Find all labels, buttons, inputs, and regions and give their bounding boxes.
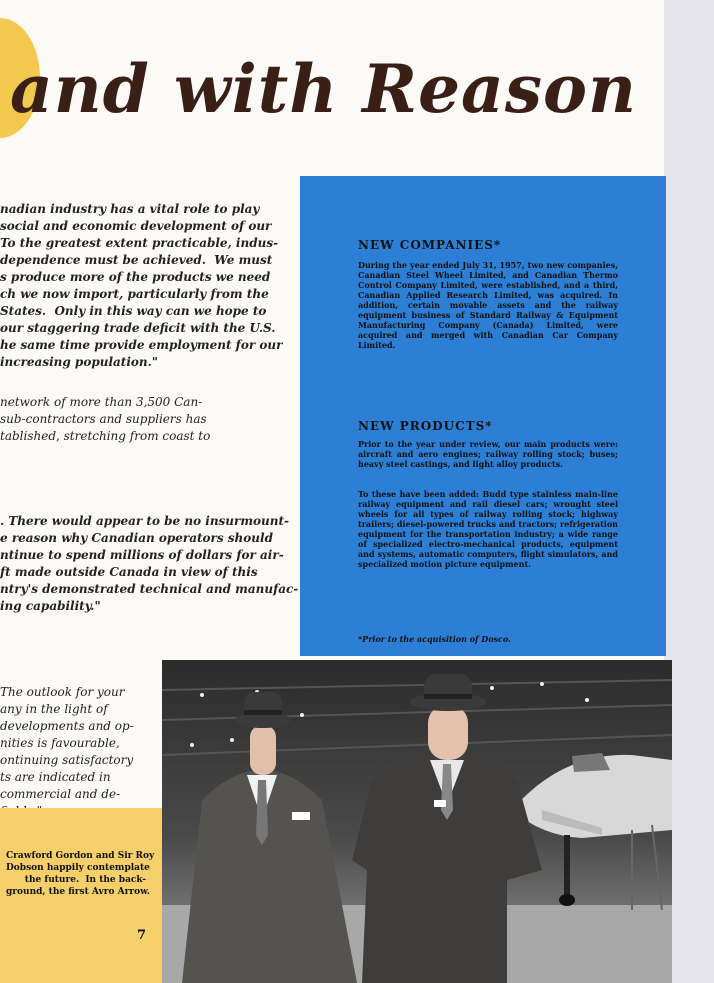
caption-block	[0, 808, 164, 983]
hangar-photo	[162, 660, 672, 983]
quote-line: ts are indicated in	[0, 770, 111, 784]
quote-line: ntinue to spend millions of dollars for air-	[0, 548, 284, 562]
quote-line: To the greatest extent practicable, indus-	[0, 236, 279, 250]
quote-aircraft-capability	[0, 513, 298, 615]
photo-caption: Crawford Gordon and Sir Roy Dobson happily contemplate the future. In the back- ground, the first Avro Arrow.	[6, 851, 155, 897]
quote-line: increasing population."	[0, 355, 159, 369]
quote-line: developments and op-	[0, 719, 134, 733]
quote-line: nadian industry has a vital role to play	[0, 202, 260, 216]
new-products-body-1: Prior to the year under review, our main products were: aircraft and aero engines; railway rolling stock; buses; heavy steel castings, and light alloy products.	[358, 439, 618, 469]
quote-line: he same time provide employment for our	[0, 338, 283, 352]
footnote: *Prior to the acquisition of Dosco.	[358, 634, 511, 644]
quote-line: network of more than 3,500 Can-	[0, 395, 203, 409]
quote-line: ch we now import, particularly from the	[0, 287, 269, 301]
quote-line: The outlook for your	[0, 685, 125, 699]
quote-line: any in the light of	[0, 702, 108, 716]
quote-line: States. Only in this way can we hope to	[0, 304, 267, 318]
quote-line: e reason why Canadian operators should	[0, 531, 273, 545]
new-companies-body: During the year ended July 31, 1957, two new companies, Canadian Steel Wheel Limited, and Canadian Thermo Control Company Limited, were established, and a third, Canadian Applied Research Limited, was acquired. In addition, certain movable assets and the railway equipment business of Standard Railway & Equipment Manufacturing Company (Canada) Limited, were acquired and merged with Canadian Car Company Limited.	[358, 260, 618, 350]
quote-line: dependence must be achieved. We must	[0, 253, 273, 267]
quote-supplier-network	[0, 394, 210, 445]
quote-line: ontinuing satisfactory	[0, 753, 134, 767]
new-products-body-2: To these have been added: Budd type stainless main-line railway equipment and rail diesel cars; wrought steel wheels for all types of railway rolling stock; highway trailers; diesel-powered trucks and tractors; refrigeration equipment for the transportation industry; a wide range of specialized electro-mechanical products, equipment and systems, automatic computers, flight simulators, and specialized motion picture equipment.	[358, 489, 618, 569]
quote-line: ft made outside Canada in view of this	[0, 565, 258, 579]
quote-line: sub-contractors and suppliers has	[0, 412, 207, 426]
quote-line: tablished, stretching from coast to	[0, 429, 211, 443]
quote-line: ing capability."	[0, 599, 101, 613]
quote-line: . There would appear to be no insurmount-	[0, 514, 290, 528]
quote-line: our staggering trade deficit with the U.S.	[0, 321, 276, 335]
quote-outlook	[0, 684, 134, 820]
quote-line: nities is favourable,	[0, 736, 120, 750]
new-companies-heading: NEW COMPANIES*	[358, 238, 502, 252]
new-products-heading: NEW PRODUCTS*	[358, 419, 493, 433]
new-companies-products-panel	[300, 176, 666, 656]
quote-industry-role	[0, 201, 282, 371]
quote-line: ntry's demonstrated technical and manufac-	[0, 582, 299, 596]
page-number: 7	[136, 928, 146, 943]
quote-line: commercial and de-	[0, 787, 121, 801]
page-headline: and with Reason	[10, 50, 637, 128]
quote-line: social and economic development of our	[0, 219, 272, 233]
quote-line: s produce more of the products we need	[0, 270, 271, 284]
